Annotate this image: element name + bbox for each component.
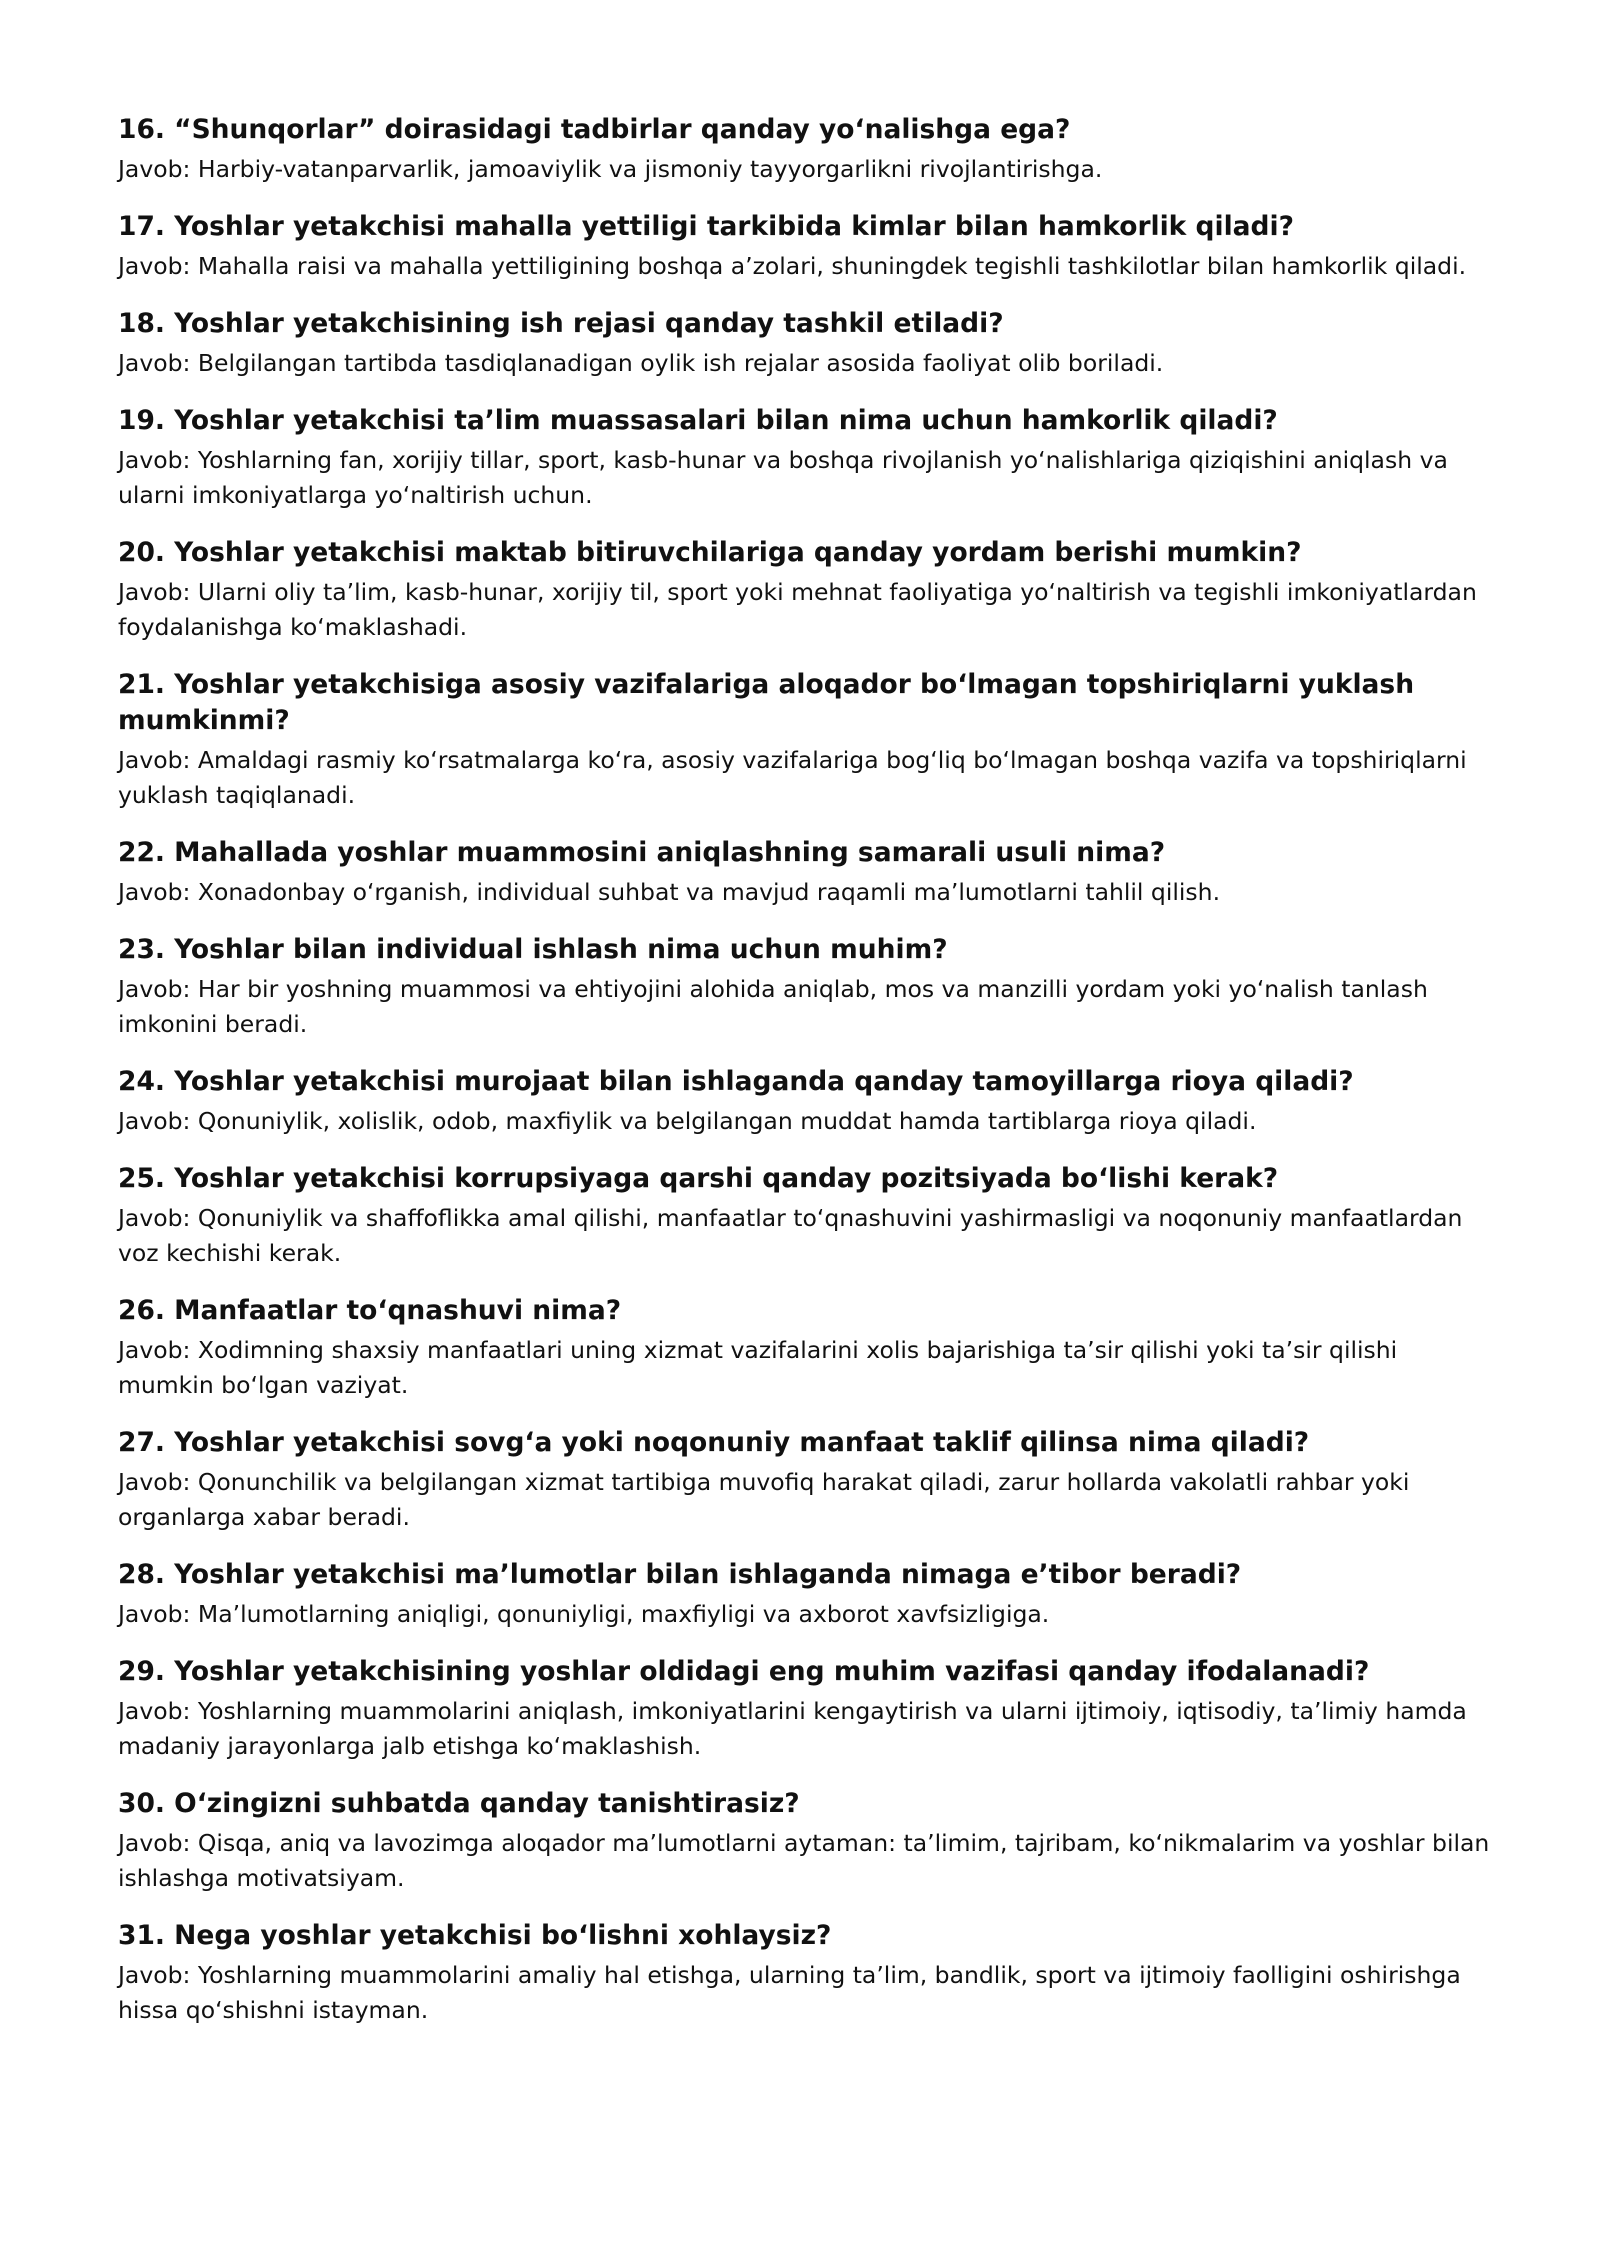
answer-27: Javob: Qonunchilik va belgilangan xizmat tartibiga muvofiq harakat qiladi, zarur hollarda vakolatli rahbar yoki organlarga xabar beradi. (118, 1468, 1410, 1531)
question-16: 16. “Shunqorlar” doirasidagi tadbirlar qanday yo‘nalishga ega? (118, 114, 1071, 145)
question-28: 28. Yoshlar yetakchisi ma’lumotlar bilan ishlaganda nimaga e’tibor beradi? (118, 1559, 1242, 1590)
qa-item-31 (118, 1918, 1492, 2028)
answer-24: Javob: Qonuniylik, xolislik, odob, maxfiylik va belgilangan muddat hamda tartiblarga rioya qiladi. (118, 1107, 1257, 1135)
qa-item-29 (118, 1654, 1492, 1764)
question-25: 25. Yoshlar yetakchisi korrupsiyaga qarshi qanday pozitsiyada bo‘lishi kerak? (118, 1163, 1279, 1194)
qa-item-30 (118, 1786, 1492, 1896)
qa-item-28 (118, 1557, 1492, 1632)
qa-item-27 (118, 1425, 1492, 1535)
qa-item-20 (118, 535, 1492, 645)
qa-item-16 (118, 112, 1492, 187)
qa-item-17 (118, 209, 1492, 284)
question-30: 30. O‘zingizni suhbatda qanday tanishtirasiz? (118, 1788, 800, 1819)
answer-22: Javob: Xonadonbay o‘rganish, individual suhbat va mavjud raqamli ma’lumotlarni tahlil qilish. (118, 878, 1221, 906)
question-21: 21. Yoshlar yetakchisiga asosiy vazifalariga aloqador bo‘lmagan topshiriqlarni yuklash mumkinmi? (118, 669, 1415, 736)
question-18: 18. Yoshlar yetakchisining ish rejasi qanday tashkil etiladi? (118, 308, 1004, 339)
answer-16: Javob: Harbiy-vatanparvarlik, jamoaviylik va jismoniy tayyorgarlikni rivojlantirishga. (118, 155, 1103, 183)
question-20: 20. Yoshlar yetakchisi maktab bitiruvchilariga qanday yordam berishi mumkin? (118, 537, 1302, 568)
qa-item-26 (118, 1293, 1492, 1403)
question-24: 24. Yoshlar yetakchisi murojaat bilan ishlaganda qanday tamoyillarga rioya qiladi? (118, 1066, 1354, 1097)
question-31: 31. Nega yoshlar yetakchisi bo‘lishni xohlaysiz? (118, 1920, 832, 1951)
question-29: 29. Yoshlar yetakchisining yoshlar oldidagi eng muhim vazifasi qanday ifodalanadi? (118, 1656, 1370, 1687)
question-22: 22. Mahallada yoshlar muammosini aniqlashning samarali usuli nima? (118, 837, 1166, 868)
qa-item-19 (118, 403, 1492, 513)
answer-28: Javob: Ma’lumotlarning aniqligi, qonuniyligi, maxfiyligi va axborot xavfsizligiga. (118, 1600, 1050, 1628)
question-19: 19. Yoshlar yetakchisi ta’lim muassasalari bilan nima uchun hamkorlik qiladi? (118, 405, 1278, 436)
question-23: 23. Yoshlar bilan individual ishlash nima uchun muhim? (118, 934, 948, 965)
answer-31: Javob: Yoshlarning muammolarini amaliy hal etishga, ularning ta’lim, bandlik, sport va ijtimoiy faolligini oshirishga hissa qo‘shishni istayman. (118, 1961, 1461, 2024)
qa-item-18 (118, 306, 1492, 381)
answer-20: Javob: Ularni oliy ta’lim, kasb-hunar, xorijiy til, sport yoki mehnat faoliyatiga yo‘naltirish va tegishli imkoniyatlardan foydalanishga ko‘maklashadi. (118, 578, 1477, 641)
answer-21: Javob: Amaldagi rasmiy ko‘rsatmalarga ko‘ra, asosiy vazifalariga bog‘liq bo‘lmagan boshqa vazifa va topshiriqlarni yuklash taqiqlanadi. (118, 746, 1467, 809)
qa-item-23 (118, 932, 1492, 1042)
answer-23: Javob: Har bir yoshning muammosi va ehtiyojini alohida aniqlab, mos va manzilli yordam yoki yo‘nalish tanlash imkonini beradi. (118, 975, 1428, 1038)
question-27: 27. Yoshlar yetakchisi sovg‘a yoki noqonuniy manfaat taklif qilinsa nima qiladi? (118, 1427, 1310, 1458)
answer-29: Javob: Yoshlarning muammolarini aniqlash, imkoniyatlarini kengaytirish va ularni ijtimoiy, iqtisodiy, ta’limiy hamda madaniy jarayonlarga jalb etishga ko‘maklashish. (118, 1697, 1467, 1760)
qa-item-25 (118, 1161, 1492, 1271)
answer-17: Javob: Mahalla raisi va mahalla yettiligining boshqa a’zolari, shuningdek tegishli tashkilotlar bilan hamkorlik qiladi. (118, 252, 1467, 280)
qa-item-21 (118, 667, 1492, 813)
answer-19: Javob: Yoshlarning fan, xorijiy tillar, sport, kasb-hunar va boshqa rivojlanish yo‘nalishlariga qiziqishini aniqlash va ularni imkoniyatlarga yo‘naltirish uchun. (118, 446, 1448, 509)
answer-25: Javob: Qonuniylik va shaffoflikka amal qilishi, manfaatlar to‘qnashuvini yashirmasligi va noqonuniy manfaatlardan voz kechishi kerak. (118, 1204, 1463, 1267)
qa-item-22 (118, 835, 1492, 910)
qa-item-24 (118, 1064, 1492, 1139)
answer-26: Javob: Xodimning shaxsiy manfaatlari uning xizmat vazifalarini xolis bajarishiga ta’sir qilishi yoki ta’sir qilishi mumkin bo‘lgan vaziyat. (118, 1336, 1398, 1399)
question-17: 17. Yoshlar yetakchisi mahalla yettiligi tarkibida kimlar bilan hamkorlik qiladi? (118, 211, 1294, 242)
answer-18: Javob: Belgilangan tartibda tasdiqlanadigan oylik ish rejalar asosida faoliyat olib boriladi. (118, 349, 1164, 377)
answer-30: Javob: Qisqa, aniq va lavozimga aloqador ma’lumotlarni aytaman: ta’limim, tajribam, ko‘nikmalarim va yoshlar bilan ishlashga motivatsiyam. (118, 1829, 1490, 1892)
question-26: 26. Manfaatlar to‘qnashuvi nima? (118, 1295, 622, 1326)
